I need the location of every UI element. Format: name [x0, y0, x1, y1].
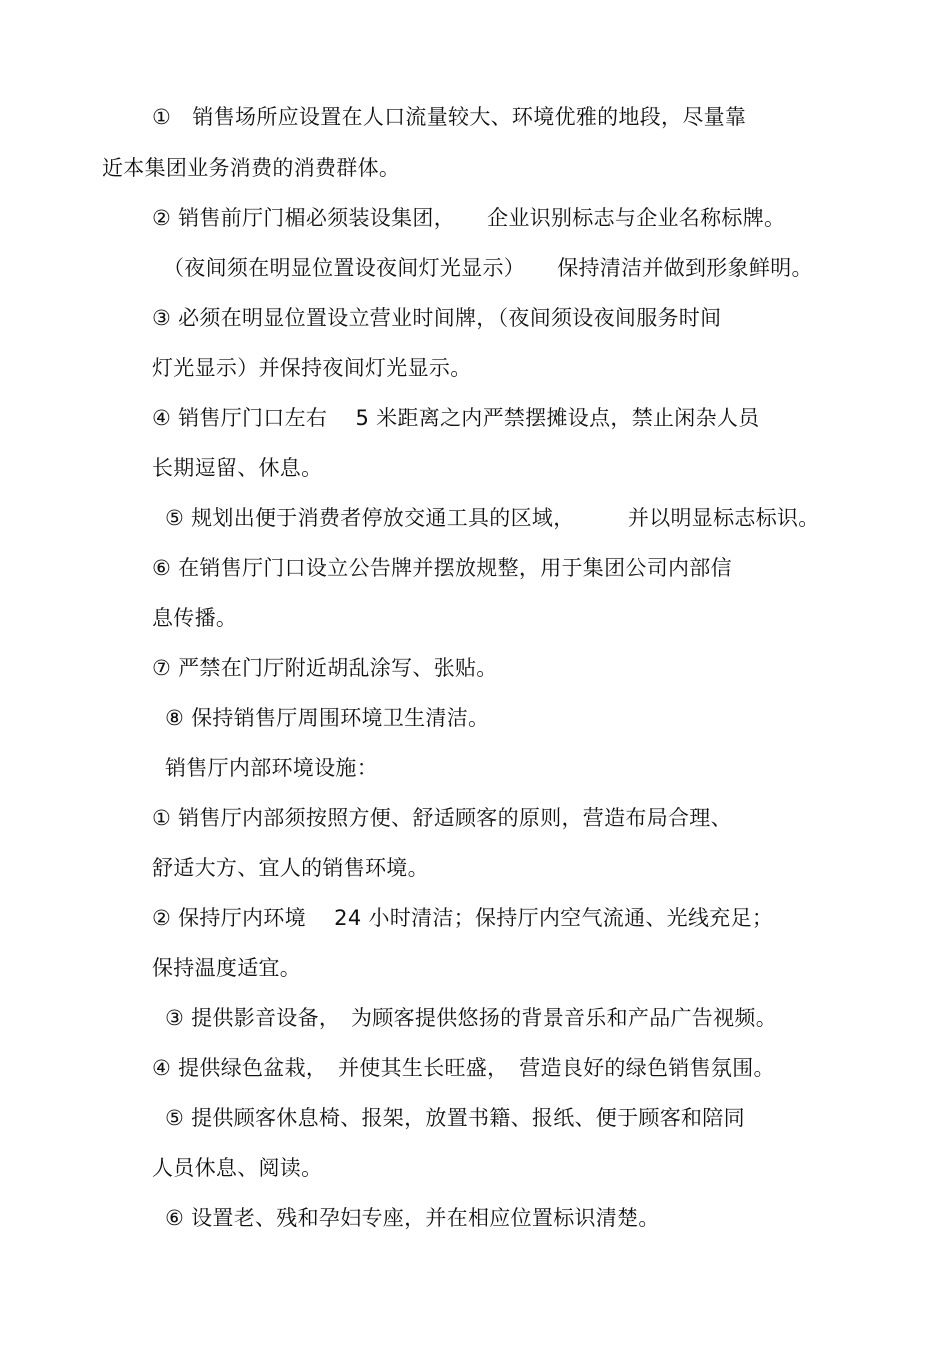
paragraph-line: ⑥ 设置老、残和孕妇专座，并在相应位置标识清楚。	[165, 1206, 660, 1230]
paragraph-line: 舒适大方、宜人的销售环境。	[152, 856, 429, 880]
paragraph-line: 近本集团业务消费的消费群体。	[102, 156, 401, 180]
paragraph-line: 息传播。	[152, 606, 238, 630]
section-heading: 销售厅内部环境设施：	[165, 756, 378, 780]
paragraph-line: ⑥ 在销售厅门口设立公告牌并摆放规整，用于集团公司内部信	[152, 556, 732, 580]
paragraph-line: ① 销售厅内部须按照方便、舒适顾客的原则，营造布局合理、	[152, 806, 732, 830]
paragraph-line: 人员休息、阅读。	[152, 1156, 323, 1180]
paragraph-line: ⑤ 提供顾客休息椅、报架，放置书籍、报纸、便于顾客和陪同	[165, 1106, 745, 1130]
paragraph-line: ② 销售前厅门楣必须装设集团， 企业识别标志与企业名称标牌。	[152, 206, 786, 230]
paragraph-line: ③ 必须在明显位置设立营业时间牌，（夜间须设夜间服务时间	[152, 306, 722, 330]
paragraph-line: ⑦ 严禁在门厅附近胡乱涂写、张贴。	[152, 656, 498, 680]
paragraph-line: 灯光显示）并保持夜间灯光显示。	[152, 356, 472, 380]
paragraph-line: ① 销售场所应设置在人口流量较大、环境优雅的地段，尽量靠	[152, 105, 747, 129]
paragraph-line: ⑧ 保持销售厅周围环境卫生清洁。	[165, 706, 490, 730]
paragraph-line: ⑤ 规划出便于消费者停放交通工具的区域， 并以明显标志标识。	[165, 506, 820, 530]
paragraph-line: 长期逗留、休息。	[152, 456, 323, 480]
paragraph-line: （夜间须在明显位置设夜间灯光显示） 保持清洁并做到形象鲜明。	[163, 256, 813, 280]
paragraph-line: ③ 提供影音设备， 为顾客提供悠扬的背景音乐和产品广告视频。	[165, 1006, 777, 1030]
paragraph-line: ② 保持厅内环境 24 小时清洁；保持厅内空气流通、光线充足；	[152, 906, 774, 930]
paragraph-line: ④ 提供绿色盆栽， 并使其生长旺盛， 营造良好的绿色销售氛围。	[152, 1056, 775, 1080]
paragraph-line: ④ 销售厅门口左右 5 米距离之内严禁摆摊设点，禁止闲杂人员	[152, 406, 760, 430]
paragraph-line: 保持温度适宜。	[152, 956, 302, 980]
